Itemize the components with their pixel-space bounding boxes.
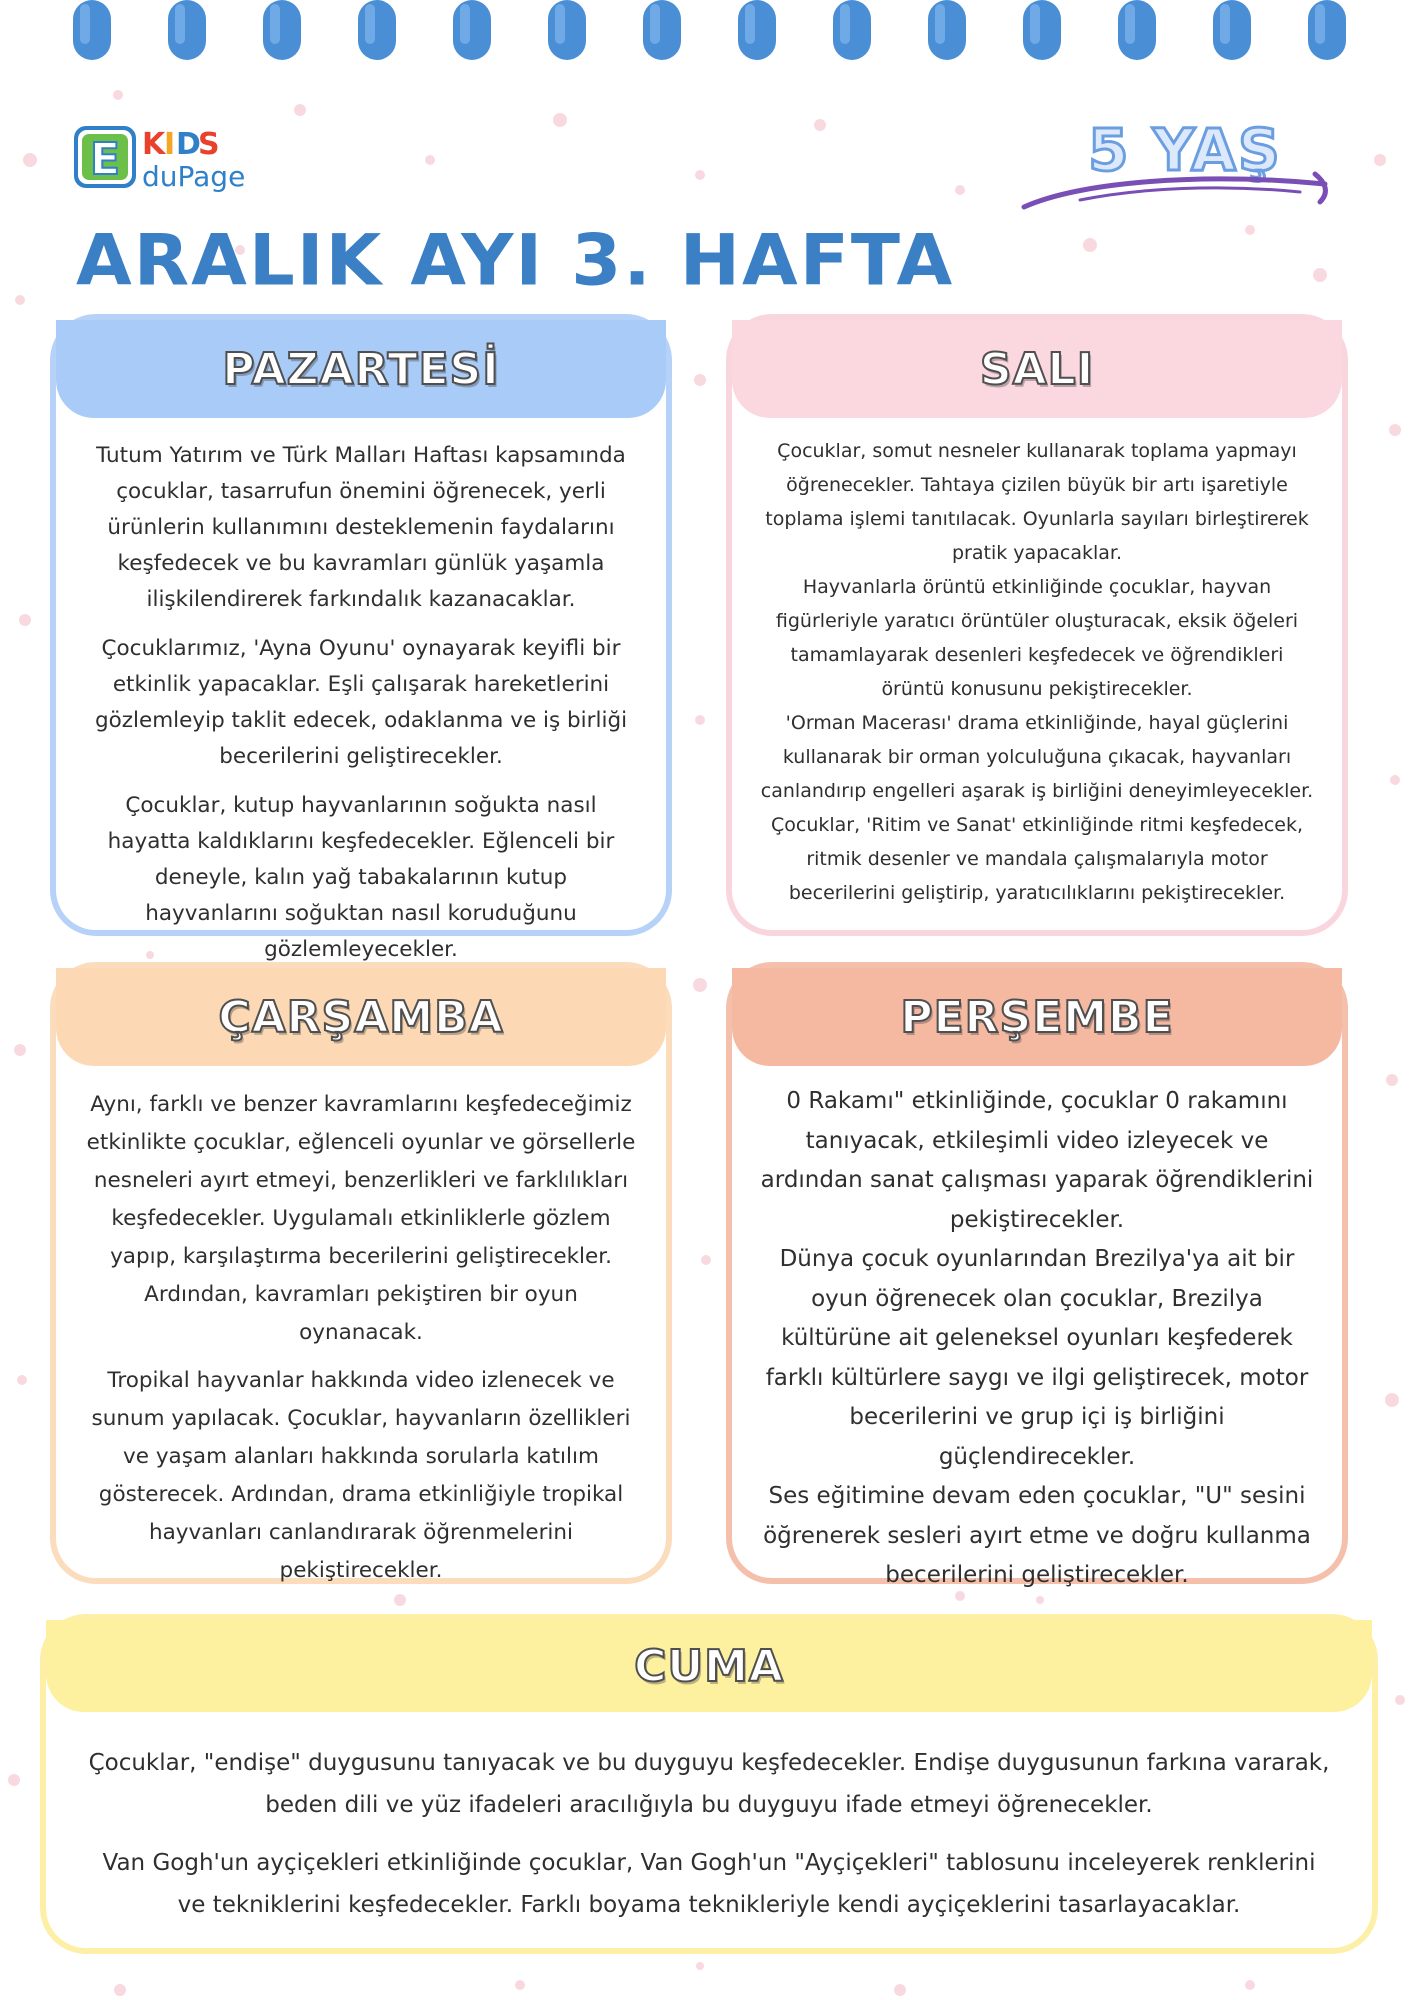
friday-title: CUMA <box>634 1640 784 1692</box>
wednesday-paragraph: Tropikal hayvanlar hakkında video izlenecek ve sunum yapılacak. Çocuklar, hayvanların özellikleri ve yaşam alanları hakkında sorularla katılım gösterecek. Ardından, drama etkinliğiyle tropikal hayvanları canlandırarak öğrenmelerini pekiştirecekler. <box>91 1368 631 1583</box>
thursday-title: PERŞEMBE <box>900 991 1174 1043</box>
tuesday-paragraph: Çocuklar, somut nesneler kullanarak toplama yapmayı öğrenecekler. Tahtaya çizilen büyük bir artı işaretiyle toplama işlemi tanıtılacak. Oyunlarla sayıları birleştirerek pratik yapacaklar. <box>765 440 1309 564</box>
page-title: ARALIK AYI 3. HAFTA <box>76 218 955 302</box>
tuesday-body <box>732 418 1342 910</box>
svg-text:5 YAŞ: 5 YAŞ <box>1088 116 1282 184</box>
friday-header <box>46 1620 1372 1712</box>
tuesday-paragraph: 'Orman Macerası' drama etkinliğinde, hayal güçlerini kullanarak bir orman yolculuğuna çıkacak, hayvanları canlandırıp engelleri aşarak iş birliğini deneyimleyecekler. <box>760 712 1314 802</box>
tuesday-paragraph: Çocuklar, 'Ritim ve Sanat' etkinliğinde ritmi keşfedecek, ritmik desenler ve mandala çalışmalarıyla motor becerilerini geliştirip, yaratıcılıklarını pekiştirecekler. <box>770 814 1304 904</box>
svg-text:I: I <box>164 127 176 162</box>
wednesday-card <box>50 962 672 1584</box>
thursday-header <box>732 968 1342 1066</box>
monday-paragraph: Çocuklarımız, 'Ayna Oyunu' oynayarak keyifli bir etkinlik yapacaklar. Eşli çalışarak hareketlerini gözlemleyip taklit edecek, odaklanma ve iş birliği becerilerini geliştirecekler. <box>94 636 628 769</box>
monday-header <box>56 320 666 418</box>
svg-text:K: K <box>142 127 166 162</box>
thursday-card <box>726 962 1348 1588</box>
binder-rings <box>0 0 1414 80</box>
wednesday-title: ÇARŞAMBA <box>218 991 504 1043</box>
edupage-kids-logo <box>72 122 262 196</box>
friday-card <box>40 1614 1378 1954</box>
monday-body <box>56 418 666 968</box>
monday-paragraph: Tutum Yatırım ve Türk Malları Haftası kapsamında çocuklar, tasarrufun önemini öğrenecek, yerli ürünlerin kullanımını desteklemenin faydalarını keşfedecek ve bu kavramları günlük yaşamla ilişkilendirerek farkındalık kazanacaklar. <box>96 443 626 612</box>
monday-title: PAZARTESİ <box>222 343 500 395</box>
tuesday-header <box>732 320 1342 418</box>
tuesday-paragraph: Hayvanlarla örüntü etkinliğinde çocuklar, hayvan figürleriyle yaratıcı örüntüler oluşturacak, eksik öğeleri tamamlayarak desenleri keşfedecek ve öğrendikleri örüntü konusunu pekiştirecekler. <box>775 576 1299 700</box>
monday-card <box>50 314 672 962</box>
tuesday-card <box>726 314 1348 936</box>
svg-text:duPage: duPage <box>142 160 246 193</box>
tuesday-title: SALI <box>979 343 1095 395</box>
thursday-body <box>732 1066 1342 1596</box>
thursday-paragraph: Dünya çocuk oyunlarından Brezilya'ya ait bir oyun öğrenecek olan çocuklar, Brezilya kültürüne ait geleneksel oyunları keşfederek farklı kültürlere saygı ve ilgi geliştirecek, motor becerilerini ve grup içi iş birliğini güçlendirecekler. <box>765 1246 1309 1470</box>
age-badge <box>1020 112 1340 217</box>
svg-text:D: D <box>176 127 201 162</box>
wednesday-paragraph: Aynı, farklı ve benzer kavramlarını keşfedeceğimiz etkinlikte çocuklar, eğlenceli oyunlar ve görsellerle nesneleri ayırt etmeyi, benzerlikleri ve farklılıkları keşfedecekler. Uygulamalı etkinliklerle gözlem yapıp, karşılaştırma becerilerini geliştirecekler. Ardından, kavramları pekiştiren bir oyun oynanacak. <box>86 1092 636 1345</box>
friday-paragraph: Çocuklar, "endişe" duygusunu tanıyacak ve bu duyguyu keşfedecekler. Endişe duygusunun farkına vararak, beden dili ve yüz ifadeleri aracılığıyla bu duyguyu ifade etmeyi öğrenecekler. <box>88 1750 1330 1818</box>
svg-text:S: S <box>198 127 220 162</box>
thursday-paragraph: Ses eğitimine devam eden çocuklar, "U" sesini öğrenerek sesleri ayırt etme ve doğru kullanma becerilerini geliştirecekler. <box>763 1483 1311 1588</box>
friday-body <box>46 1712 1372 1926</box>
friday-paragraph: Van Gogh'un ayçiçekleri etkinliğinde çocuklar, Van Gogh'un "Ayçiçekleri" tablosunu inceleyerek renklerini ve tekniklerini keşfedecekler. Farklı boyama teknikleriyle kendi ayçiçeklerini tasarlayacaklar. <box>102 1850 1316 1918</box>
monday-paragraph: Çocuklar, kutup hayvanlarının soğukta nasıl hayatta kaldıklarını keşfedecekler. Eğlenceli bir deneyle, kalın yağ tabakalarının kutup hayvanlarını soğuktan nasıl koruduğunu gözlemleyecekler. <box>107 793 615 962</box>
wednesday-body <box>56 1066 666 1590</box>
wednesday-header <box>56 968 666 1066</box>
svg-text:E: E <box>89 134 121 185</box>
thursday-paragraph: 0 Rakamı" etkinliğinde, çocuklar 0 rakamını tanıyacak, etkileşimli video izleyecek ve ardından sanat çalışması yaparak öğrendiklerini pekiştirecekler. <box>760 1088 1314 1233</box>
